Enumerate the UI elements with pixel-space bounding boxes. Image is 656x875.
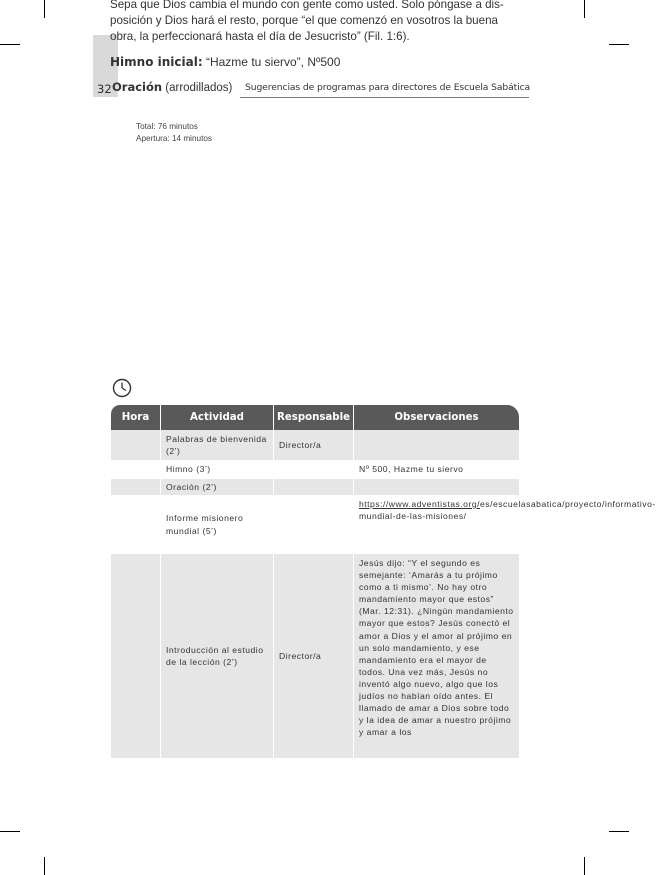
crop-mark — [609, 44, 629, 45]
crop-mark — [0, 831, 20, 832]
cell-observaciones — [354, 430, 519, 461]
crop-mark — [609, 831, 629, 832]
crop-mark — [44, 0, 45, 18]
opening-hymn — [110, 55, 340, 69]
table-row — [111, 479, 519, 496]
cell-observaciones — [354, 479, 519, 496]
prayer-value: (arrodillados) — [162, 82, 233, 94]
cell-actividad: Informe misionero mundial (5’) — [161, 496, 274, 554]
intro-line: obra, la perfeccionará hasta el día de Jesucristo” (Fil. 1:6). — [110, 29, 410, 43]
cell-observaciones: Jesús dijo: “Y el segundo es semejante: ‘Amarás a tu prójimo como a ti mismo’. No hay otro mandamiento mayor que estos” (Mar. 12:31). ¿Ningún mandamiento mayor que estos? Jesús conectó el amor a Dios y el amor al prójimo en un solo mandamiento, y ese mandamiento era el mayor de todos. Una vez más, Jesús no inventó algo nuevo, algo que los judíos no habían oído antes. El llamado de amar a Dios sobre todo y la idea de amar a nuestro prójimo y amar a los — [354, 554, 519, 759]
prayer-line — [112, 80, 232, 94]
cell-hora — [111, 479, 161, 496]
header-rule — [240, 97, 529, 98]
intro-paragraph — [110, 0, 530, 44]
missions-link[interactable]: https://www.adventistas.org/ — [359, 499, 480, 509]
intro-line: Sepa que Dios cambia el mundo con gente como usted. Solo póngase a dis- — [110, 0, 504, 11]
cell-observaciones — [354, 496, 656, 554]
schedule-table — [111, 405, 656, 759]
table-row — [111, 461, 519, 479]
cell-hora — [111, 430, 161, 461]
table-row — [111, 554, 519, 759]
clock-icon — [112, 378, 132, 398]
missions-link-rest[interactable]: es/escuelasabatica/proyecto/informativo-mundial-de-las-misiones/ — [359, 499, 656, 522]
crop-mark — [584, 0, 585, 18]
cell-hora — [111, 496, 161, 554]
opening-time: Apertura: 14 minutos — [136, 134, 213, 143]
cell-responsable — [274, 496, 354, 554]
cell-actividad: Introducción al estudio de la lección (2’) — [161, 554, 274, 759]
prayer-label: Oración — [112, 80, 163, 94]
hymn-label: Himno inicial: — [110, 55, 203, 69]
page-number: 32 — [97, 82, 112, 96]
column-header-actividad: Actividad — [161, 405, 274, 430]
cell-observaciones: Nº 500, Hazme tu siervo — [354, 461, 519, 479]
cell-actividad: Oración (2’) — [161, 479, 274, 496]
cell-responsable — [274, 461, 354, 479]
table-row — [111, 430, 519, 461]
crop-mark — [44, 857, 45, 875]
cell-actividad: Himno (3’) — [161, 461, 274, 479]
hymn-value: “Hazme tu siervo”, Nº500 — [202, 55, 341, 69]
column-header-responsable: Responsable — [274, 405, 354, 430]
table-header — [111, 405, 519, 430]
cell-hora — [111, 554, 161, 759]
cell-responsable: Director/a — [274, 554, 354, 759]
column-header-observaciones: Observaciones — [394, 412, 479, 423]
running-header: Sugerencias de programas para directores de Escuela Sabática — [245, 82, 531, 93]
intro-line: posición y Dios hará el resto, porque “el que comenzó en vosotros la buena — [110, 13, 498, 27]
crop-mark — [584, 857, 585, 875]
cell-actividad: Palabras de bienvenida (2’) — [161, 430, 274, 461]
total-time: Total: 76 minutos — [136, 122, 198, 131]
time-totals — [136, 121, 212, 145]
cell-responsable: Director/a — [274, 430, 354, 461]
crop-mark — [0, 44, 20, 45]
cell-responsable — [274, 479, 354, 496]
table-row — [111, 496, 656, 554]
cell-hora — [111, 461, 161, 479]
column-header-hora: Hora — [111, 405, 161, 430]
